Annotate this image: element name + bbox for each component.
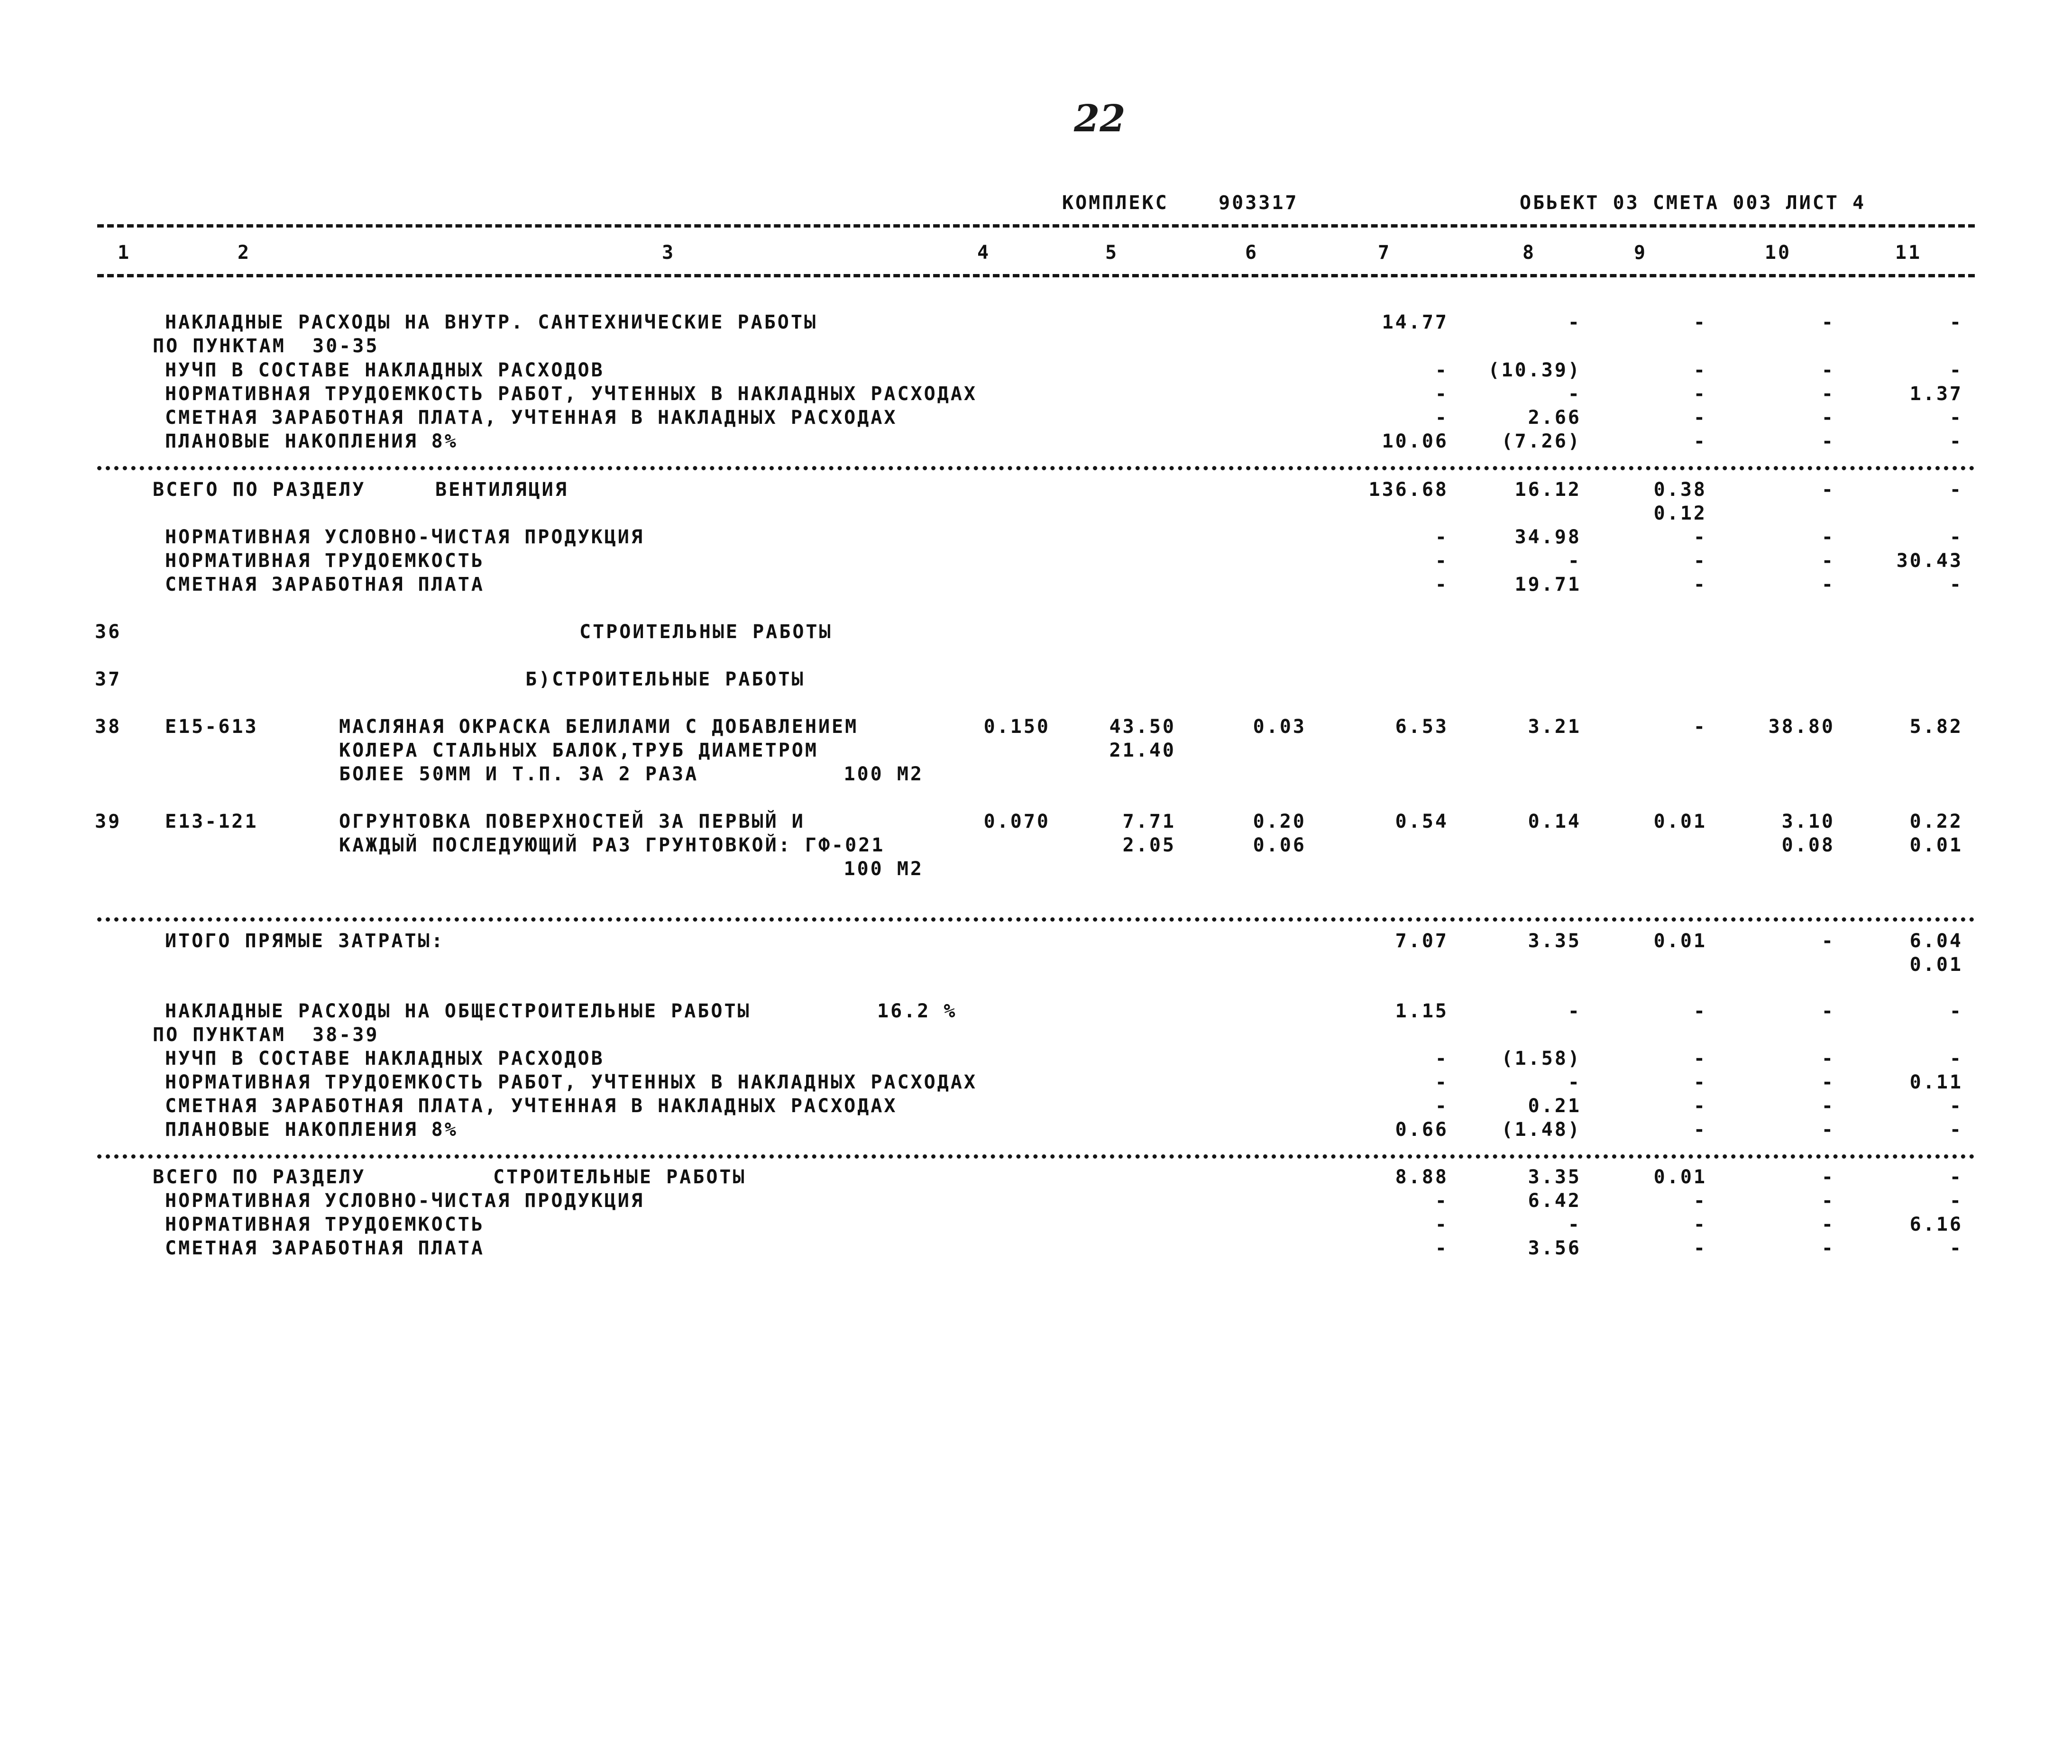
ventilation-total-c9: 0.38 xyxy=(1653,479,1707,501)
ventilation-overhead-row-c11: - xyxy=(1949,359,1963,381)
item-c4: 0.070 xyxy=(983,811,1050,832)
direct-costs-c8: 3.35 xyxy=(1528,930,1581,952)
construction-total-row-c10: - xyxy=(1821,1190,1835,1212)
item-unit: 100 М2 xyxy=(843,763,924,785)
construction-overhead-row-c10: - xyxy=(1821,1000,1835,1022)
construction-overhead-row-c11: - xyxy=(1949,1048,1963,1069)
construction-total-row-c7: - xyxy=(1435,1237,1449,1259)
item-unit: 100 М2 xyxy=(843,858,924,880)
section-number: 36 xyxy=(95,621,122,643)
construction-total-row-label: НОРМАТИВНАЯ УСЛОВНО-ЧИСТАЯ ПРОДУКЦИЯ xyxy=(165,1190,644,1212)
item-c11b: 0.01 xyxy=(1909,834,1963,856)
ventilation-overhead-row-c8: - xyxy=(1568,383,1581,405)
construction-total-row-c8: - xyxy=(1568,1214,1581,1235)
ventilation-overhead-row-c8: (10.39) xyxy=(1488,359,1581,381)
ventilation-total-row-c8: - xyxy=(1568,550,1581,572)
direct-costs-rule xyxy=(97,917,1975,922)
ventilation-overhead-row-c9: - xyxy=(1693,311,1707,333)
ventilation-overhead-row-c9: - xyxy=(1693,407,1707,429)
direct-costs-c10: - xyxy=(1821,930,1835,952)
item-c6b: 0.06 xyxy=(1253,834,1306,856)
ventilation-total-row-c7: - xyxy=(1435,550,1449,572)
ventilation-total-row-c10: - xyxy=(1821,574,1835,595)
ventilation-total-row-label: НОРМАТИВНАЯ УСЛОВНО-ЧИСТАЯ ПРОДУКЦИЯ xyxy=(165,526,644,548)
construction-overhead-row-c7: - xyxy=(1435,1095,1449,1117)
item-c10b: 0.08 xyxy=(1781,834,1835,856)
ventilation-total-c8: 16.12 xyxy=(1514,479,1581,501)
ventilation-overhead-row-c11: 1.37 xyxy=(1909,383,1963,405)
construction-total-row-c11: - xyxy=(1949,1237,1963,1259)
construction-total-row-c11: - xyxy=(1949,1190,1963,1212)
construction-overhead-row-c11: - xyxy=(1949,1119,1963,1141)
section-title: Б)СТРОИТЕЛЬНЫЕ РАБОТЫ xyxy=(525,668,805,690)
construction-overhead-title: НАКЛАДНЫЕ РАСХОДЫ НА ОБЩЕСТРОИТЕЛЬНЫЕ РАБОТЫ xyxy=(165,1000,751,1022)
construction-overhead-row-c11: 0.11 xyxy=(1909,1071,1963,1093)
item-description-line: ОГРУНТОВКА ПОВЕРХНОСТЕЙ ЗА ПЕРВЫЙ И xyxy=(339,811,805,832)
construction-overhead-row-c8: - xyxy=(1568,1000,1581,1022)
ventilation-total-row-c11: - xyxy=(1949,574,1963,595)
construction-total-row-c9: - xyxy=(1693,1214,1707,1235)
direct-costs-label: ИТОГО ПРЯМЫЕ ЗАТРАТЫ: xyxy=(165,930,445,952)
item-c11: 0.22 xyxy=(1909,811,1963,832)
ventilation-overhead-row-c9: - xyxy=(1693,430,1707,452)
construction-total-label: ВСЕГО ПО РАЗДЕЛУ xyxy=(153,1166,366,1188)
section-number: 37 xyxy=(95,668,122,690)
ventilation-total-row-c8: 19.71 xyxy=(1514,574,1581,595)
ventilation-overhead-points: ПО ПУНКТАМ 30-35 xyxy=(153,335,379,357)
construction-overhead-row-label: НУЧП В СОСТАВЕ НАКЛАДНЫХ РАСХОДОВ xyxy=(165,1048,605,1069)
item-c11: 5.82 xyxy=(1909,716,1963,738)
ventilation-total-section: ВЕНТИЛЯЦИЯ xyxy=(435,479,568,501)
column-number-5: 5 xyxy=(1105,242,1119,264)
ventilation-overhead-row-label: ПЛАНОВЫЕ НАКОПЛЕНИЯ 8% xyxy=(165,430,458,452)
construction-overhead-points: ПО ПУНКТАМ 38-39 xyxy=(153,1024,379,1046)
ventilation-overhead-row-c10: - xyxy=(1821,430,1835,452)
item-c9: - xyxy=(1693,716,1707,738)
ventilation-total-row-label: СМЕТНАЯ ЗАРАБОТНАЯ ПЛАТА xyxy=(165,574,485,595)
construction-overhead-row-c11: - xyxy=(1949,1000,1963,1022)
construction-overhead-row-c9: - xyxy=(1693,1095,1707,1117)
ventilation-total-row-c7: - xyxy=(1435,526,1449,548)
item-c8: 0.14 xyxy=(1528,811,1581,832)
ventilation-overhead-row-c9: - xyxy=(1693,359,1707,381)
construction-total-row-c7: - xyxy=(1435,1190,1449,1212)
construction-overhead-row-c7: 0.66 xyxy=(1395,1119,1449,1141)
item-c5: 43.50 xyxy=(1109,716,1176,738)
ventilation-overhead-row-label: НОРМАТИВНАЯ ТРУДОЕМКОСТЬ РАБОТ, УЧТЕННЫХ В НАКЛАДНЫХ РАСХОДАХ xyxy=(165,383,978,405)
construction-total-section: СТРОИТЕЛЬНЫЕ РАБОТЫ xyxy=(493,1166,746,1188)
item-code: Е15-613 xyxy=(165,716,258,738)
column-number-4: 4 xyxy=(977,242,991,264)
construction-total-row-c10: - xyxy=(1821,1214,1835,1235)
page-number: 22 xyxy=(1074,97,1126,140)
column-number-1: 1 xyxy=(117,242,131,264)
item-c9: 0.01 xyxy=(1653,811,1707,832)
construction-total-row-c8: 3.56 xyxy=(1528,1237,1581,1259)
construction-total-row-c11: 6.16 xyxy=(1909,1214,1963,1235)
item-c10: 38.80 xyxy=(1768,716,1835,738)
ventilation-total-c7: 136.68 xyxy=(1368,479,1449,501)
construction-total-row-c10: - xyxy=(1821,1237,1835,1259)
column-number-2: 2 xyxy=(237,242,251,264)
construction-total-c9: 0.01 xyxy=(1653,1166,1707,1188)
item-code: Е13-121 xyxy=(165,811,258,832)
construction-total-c7: 8.88 xyxy=(1395,1166,1449,1188)
construction-total-row-label: НОРМАТИВНАЯ ТРУДОЕМКОСТЬ xyxy=(165,1214,485,1235)
ventilation-total-row-c9: - xyxy=(1693,574,1707,595)
item-c5: 7.71 xyxy=(1122,811,1176,832)
construction-overhead-row-c9: - xyxy=(1693,1119,1707,1141)
construction-total-row-label: СМЕТНАЯ ЗАРАБОТНАЯ ПЛАТА xyxy=(165,1237,485,1259)
ventilation-overhead-title: НАКЛАДНЫЕ РАСХОДЫ НА ВНУТР. САНТЕХНИЧЕСКИЕ РАБОТЫ xyxy=(165,311,818,333)
construction-total-row-c7: - xyxy=(1435,1214,1449,1235)
construction-overhead-row-label: СМЕТНАЯ ЗАРАБОТНАЯ ПЛАТА, УЧТЕННАЯ В НАКЛАДНЫХ РАСХОДАХ xyxy=(165,1095,898,1117)
ventilation-overhead-row-c8: (7.26) xyxy=(1501,430,1581,452)
direct-costs-c9: 0.01 xyxy=(1653,930,1707,952)
item-number: 38 xyxy=(95,716,122,738)
ventilation-overhead-row-label: НУЧП В СОСТАВЕ НАКЛАДНЫХ РАСХОДОВ xyxy=(165,359,605,381)
construction-overhead-row-c8: - xyxy=(1568,1071,1581,1093)
column-number-3: 3 xyxy=(661,242,676,264)
item-c4: 0.150 xyxy=(983,716,1050,738)
ventilation-total-row-label: НОРМАТИВНАЯ ТРУДОЕМКОСТЬ xyxy=(165,550,485,572)
ventilation-overhead-row-c10: - xyxy=(1821,407,1835,429)
column-number-11: 11 xyxy=(1895,242,1922,264)
ventilation-overhead-row-c7: - xyxy=(1435,383,1449,405)
header-bottom-rule xyxy=(97,274,1975,277)
item-description-line: МАСЛЯНАЯ ОКРАСКА БЕЛИЛАМИ С ДОБАВЛЕНИЕМ xyxy=(339,716,859,738)
construction-overhead-row-label: НОРМАТИВНАЯ ТРУДОЕМКОСТЬ РАБОТ, УЧТЕННЫХ В НАКЛАДНЫХ РАСХОДАХ xyxy=(165,1071,978,1093)
construction-overhead-row-c10: - xyxy=(1821,1095,1835,1117)
ventilation-overhead-row-c11: - xyxy=(1949,407,1963,429)
ventilation-total-row-c9: - xyxy=(1693,526,1707,548)
ventilation-overhead-row-c11: - xyxy=(1949,430,1963,452)
construction-total-rule xyxy=(97,1154,1975,1159)
item-c5b: 2.05 xyxy=(1122,834,1176,856)
construction-overhead-row-c8: (1.58) xyxy=(1501,1048,1581,1069)
ventilation-overhead-row-c10: - xyxy=(1821,359,1835,381)
column-number-9: 9 xyxy=(1633,242,1648,264)
column-number-7: 7 xyxy=(1377,242,1392,264)
item-c10: 3.10 xyxy=(1781,811,1835,832)
ventilation-overhead-row-c7: 10.06 xyxy=(1382,430,1449,452)
construction-overhead-row-c8: 0.21 xyxy=(1528,1095,1581,1117)
column-number-6: 6 xyxy=(1245,242,1259,264)
construction-overhead-row-c9: - xyxy=(1693,1048,1707,1069)
direct-costs-c11: 6.04 xyxy=(1909,930,1963,952)
construction-total-row-c8: 6.42 xyxy=(1528,1190,1581,1212)
ventilation-total-row-c9: - xyxy=(1693,550,1707,572)
construction-overhead-row-c10: - xyxy=(1821,1048,1835,1069)
complex-label: КОМПЛЕКС xyxy=(1062,192,1169,214)
ventilation-overhead-row-c7: - xyxy=(1435,407,1449,429)
construction-overhead-row-c9: - xyxy=(1693,1071,1707,1093)
ventilation-overhead-row-c11: - xyxy=(1949,311,1963,333)
ventilation-overhead-row-c10: - xyxy=(1821,311,1835,333)
header-top-rule xyxy=(97,224,1975,228)
ventilation-total-row-c10: - xyxy=(1821,526,1835,548)
ventilation-total-row-c8: 34.98 xyxy=(1514,526,1581,548)
section-title: СТРОИТЕЛЬНЫЕ РАБОТЫ xyxy=(579,621,833,643)
construction-overhead-row-c10: - xyxy=(1821,1119,1835,1141)
column-number-10: 10 xyxy=(1764,242,1792,264)
item-description-line: КАЖДЫЙ ПОСЛЕДУЮЩИЙ РАЗ ГРУНТОВКОЙ: ГФ-021 xyxy=(339,834,885,856)
construction-total-c8: 3.35 xyxy=(1528,1166,1581,1188)
construction-total-c11: - xyxy=(1949,1166,1963,1188)
ventilation-overhead-row-label: СМЕТНАЯ ЗАРАБОТНАЯ ПЛАТА, УЧТЕННАЯ В НАКЛАДНЫХ РАСХОДАХ xyxy=(165,407,898,429)
construction-overhead-percent: 16.2 % xyxy=(877,1000,957,1022)
item-c7: 6.53 xyxy=(1395,716,1449,738)
ventilation-total-row-c11: - xyxy=(1949,526,1963,548)
construction-total-row-c9: - xyxy=(1693,1190,1707,1212)
ventilation-overhead-row-c7: 14.77 xyxy=(1382,311,1449,333)
item-description-line: КОЛЕРА СТАЛЬНЫХ БАЛОК,ТРУБ ДИАМЕТРОМ xyxy=(339,740,818,761)
ventilation-overhead-row-c7: - xyxy=(1435,359,1449,381)
ventilation-total-c11: - xyxy=(1949,479,1963,501)
ventilation-total-c10: - xyxy=(1821,479,1835,501)
item-c8: 3.21 xyxy=(1528,716,1581,738)
column-number-8: 8 xyxy=(1522,242,1536,264)
ventilation-total-label: ВСЕГО ПО РАЗДЕЛУ xyxy=(153,479,366,501)
construction-overhead-row-c10: - xyxy=(1821,1071,1835,1093)
ventilation-total-rule xyxy=(97,466,1975,470)
construction-overhead-row-c7: - xyxy=(1435,1071,1449,1093)
object-sheet-label: ОБЬЕКТ 03 СМЕТА 003 ЛИСТ 4 xyxy=(1520,192,1866,214)
ventilation-overhead-row-c8: - xyxy=(1568,311,1581,333)
ventilation-total-row-c11: 30.43 xyxy=(1896,550,1963,572)
ventilation-overhead-row-c10: - xyxy=(1821,383,1835,405)
item-c6: 0.20 xyxy=(1253,811,1306,832)
construction-overhead-row-c9: - xyxy=(1693,1000,1707,1022)
direct-costs-c7: 7.07 xyxy=(1395,930,1449,952)
item-number: 39 xyxy=(95,811,122,832)
item-c6: 0.03 xyxy=(1253,716,1306,738)
construction-overhead-row-c8: (1.48) xyxy=(1501,1119,1581,1141)
ventilation-total-row-c10: - xyxy=(1821,550,1835,572)
item-c5b: 21.40 xyxy=(1109,740,1176,761)
ventilation-overhead-row-c9: - xyxy=(1693,383,1707,405)
item-c7: 0.54 xyxy=(1395,811,1449,832)
ventilation-total-row-c7: - xyxy=(1435,574,1449,595)
construction-overhead-row-c7: - xyxy=(1435,1048,1449,1069)
construction-overhead-row-label: ПЛАНОВЫЕ НАКОПЛЕНИЯ 8% xyxy=(165,1119,458,1141)
direct-costs-c11b: 0.01 xyxy=(1909,954,1963,976)
ventilation-total-c9b: 0.12 xyxy=(1653,503,1707,524)
ventilation-overhead-row-c8: 2.66 xyxy=(1528,407,1581,429)
complex-number: 903317 xyxy=(1219,192,1299,214)
construction-total-c10: - xyxy=(1821,1166,1835,1188)
construction-total-row-c9: - xyxy=(1693,1237,1707,1259)
construction-overhead-row-c11: - xyxy=(1949,1095,1963,1117)
item-description-line: БОЛЕЕ 50ММ И Т.П. ЗА 2 РАЗА xyxy=(339,763,699,785)
construction-overhead-row-c7: 1.15 xyxy=(1395,1000,1449,1022)
